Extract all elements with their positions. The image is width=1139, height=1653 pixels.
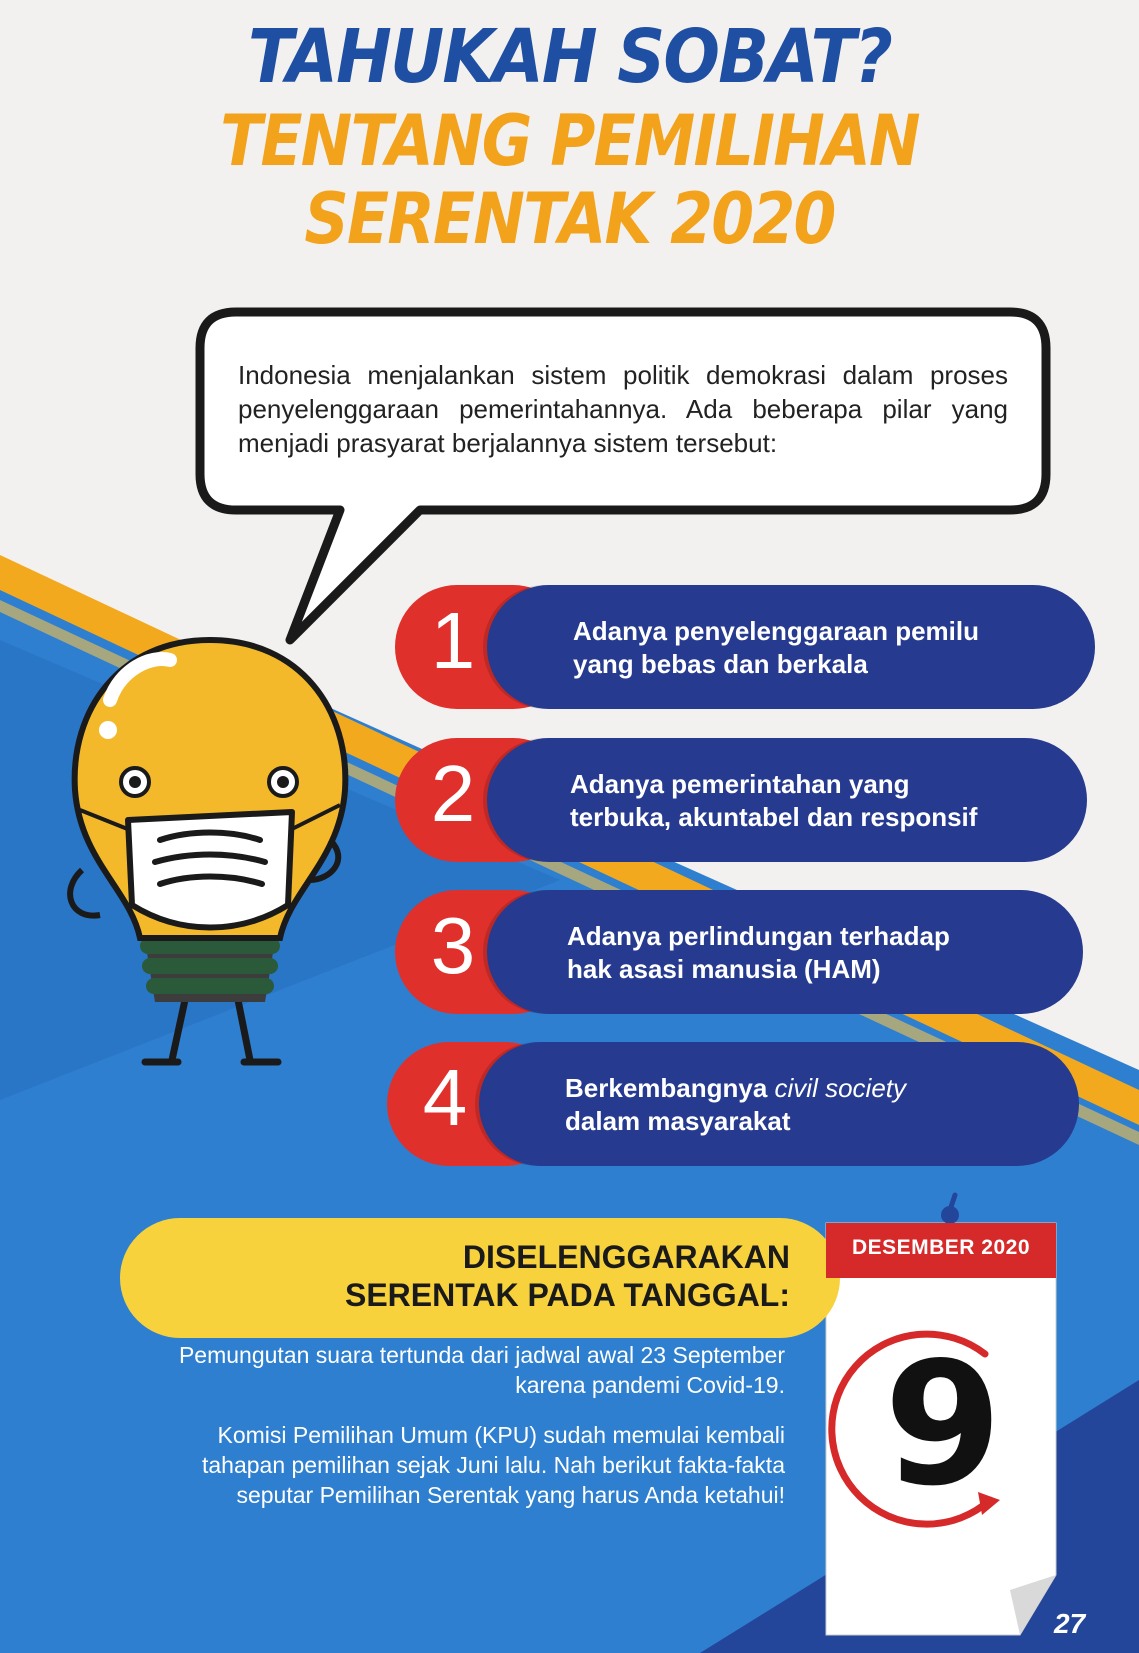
pillar-number: 2 bbox=[430, 749, 476, 838]
calendar-month: DESEMBER 2020 bbox=[851, 1236, 1031, 1259]
pillar-text bbox=[570, 768, 1020, 834]
pillar-number: 1 bbox=[430, 596, 476, 685]
page-number: 27 bbox=[1054, 1608, 1086, 1639]
pillar-text bbox=[573, 615, 1043, 681]
pillar-number: 3 bbox=[430, 901, 476, 990]
pillar-item bbox=[395, 585, 1095, 709]
title-line-1: TAHUKAH SOBAT? bbox=[247, 14, 892, 100]
schedule-heading-line: SERENTAK PADA TANGGAL: bbox=[344, 1277, 790, 1313]
schedule-heading bbox=[160, 1238, 790, 1314]
pillar-text-line: terbuka, akuntabel dan responsif bbox=[570, 802, 978, 832]
pillar-item bbox=[395, 890, 1095, 1014]
schedule-paragraph: Komisi Pemilihan Umum (KPU) sudah memulai kembali tahapan pemilihan sejak Juni lalu. Nah berikut fakta-fakta seputar Pemilihan Serentak yang harus Anda ketahui! bbox=[201, 1422, 785, 1508]
pillar-text-italic: civil society bbox=[774, 1073, 907, 1103]
pillar-text-line: Adanya pemerintahan yang bbox=[570, 769, 910, 799]
schedule-paragraph: Pemungutan suara tertunda dari jadwal awal 23 September karena pandemi Covid-19. bbox=[178, 1342, 785, 1398]
pillar-text bbox=[565, 1072, 1035, 1138]
pillar-text-line: Berkembangnya bbox=[565, 1073, 775, 1103]
pillar-text-line: dalam masyarakat bbox=[565, 1106, 791, 1136]
intro-text: Indonesia menjalankan sistem politik demokrasi dalam proses penyelenggaraan pemerintahannya. Ada beberapa pilar yang menjadi prasyarat berjalannya sistem tersebut: bbox=[238, 360, 1008, 458]
title-line-2: TENTANG PEMILIHAN bbox=[220, 100, 919, 182]
pillar-text-line: hak asasi manusia (HAM) bbox=[567, 954, 881, 984]
schedule-heading-line: DISELENGGARAKAN bbox=[462, 1239, 790, 1275]
title-line-3: SERENTAK 2020 bbox=[304, 178, 835, 260]
pillar-item bbox=[387, 1042, 1087, 1166]
pillar-text-line: yang bebas dan berkala bbox=[573, 649, 868, 679]
pillar-text-line: Adanya perlindungan terhadap bbox=[567, 921, 950, 951]
calendar-day: 9 bbox=[883, 1326, 1003, 1524]
pillar-text bbox=[567, 920, 1037, 986]
pillar-item bbox=[395, 738, 1095, 862]
pillar-text-line: Adanya penyelenggaraan pemilu bbox=[573, 616, 980, 646]
pillar-number: 4 bbox=[422, 1053, 468, 1142]
